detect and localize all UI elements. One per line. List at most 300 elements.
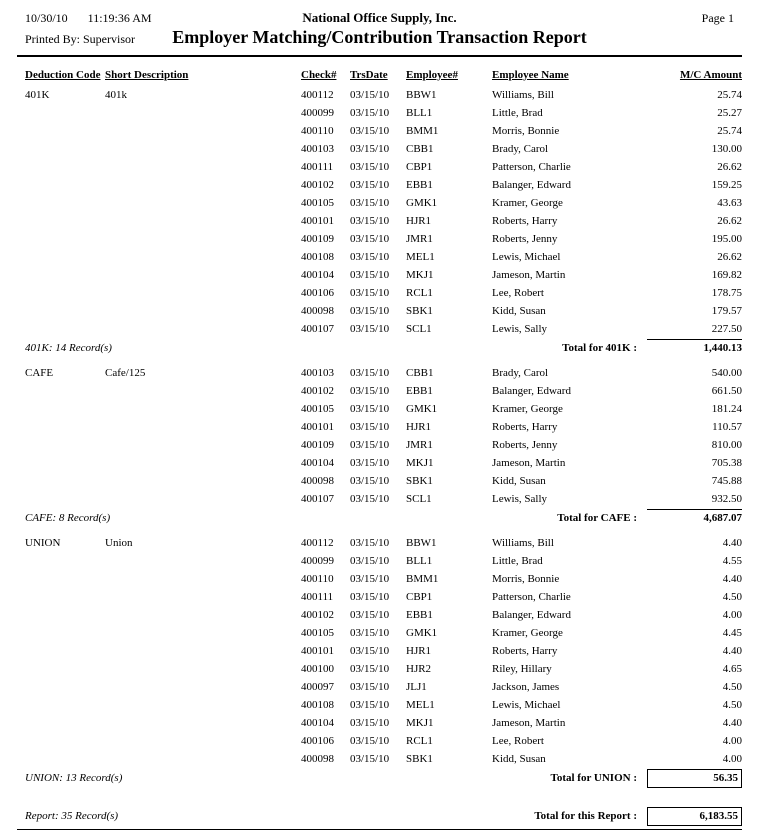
employee-number-cell: GMK1 [406,403,438,415]
trs-date-cell: 03/15/10 [350,215,390,227]
employee-number-cell: CBB1 [406,143,434,155]
transaction-row [25,696,742,714]
trs-date-cell: 03/15/10 [350,367,390,379]
check-number-cell: 400111 [301,161,334,173]
transaction-row [25,624,742,642]
column-header-mc-amount: M/C Amount [679,69,742,81]
report-header-line2 [17,26,742,48]
employee-number-cell: JLJ1 [406,681,427,693]
employee-number-cell: SCL1 [406,493,432,505]
employee-name-cell: Lewis, Sally [492,493,547,505]
mc-amount-cell: 540.00 [711,367,742,379]
check-number-cell: 400103 [301,143,334,155]
short-description-cell [105,552,301,570]
check-number-cell: 400103 [301,367,334,379]
check-number-cell: 400107 [301,323,334,335]
deduction-code-cell [25,570,105,588]
employee-number-cell: EBB1 [406,385,433,397]
trs-date-cell: 03/15/10 [350,323,390,335]
check-number-cell: 400102 [301,609,334,621]
record-count: UNION: 13 Record(s) [25,772,123,784]
check-number-cell: 400107 [301,493,334,505]
employee-number-cell: BMM1 [406,125,439,137]
deduction-code-cell [25,624,105,642]
trs-date-cell: 03/15/10 [350,251,390,263]
trs-date-cell: 03/15/10 [350,753,390,765]
employee-number-cell: SBK1 [406,753,433,765]
employee-number-cell: GMK1 [406,627,438,639]
employee-name-cell: Roberts, Harry [492,421,558,433]
mc-amount-cell: 26.62 [717,251,742,263]
check-number-cell: 400098 [301,753,334,765]
mc-amount-cell: 159.25 [711,179,742,191]
deduction-code-cell [25,732,105,750]
mc-amount-cell: 227.50 [711,323,742,335]
printed-by-label: Printed By: Supervisor [25,32,135,46]
transaction-row [25,248,742,266]
deduction-code-cell [25,212,105,230]
mc-amount-cell: 4.50 [722,591,742,603]
employee-name-cell: Williams, Bill [492,537,554,549]
check-number-cell: 400098 [301,475,334,487]
transaction-row [25,212,742,230]
short-description-cell [105,714,301,732]
mc-amount-cell: 130.00 [711,143,742,155]
employee-number-cell: HJR1 [406,215,432,227]
trs-date-cell: 03/15/10 [350,421,390,433]
employee-name-cell: Patterson, Charlie [492,161,571,173]
column-header-trs-date: TrsDate [350,69,388,81]
mc-amount-cell: 4.50 [722,699,742,711]
mc-amount-cell: 4.55 [722,555,742,567]
check-number-cell: 400110 [301,573,334,585]
employee-number-cell: GMK1 [406,197,438,209]
mc-amount-cell: 43.63 [717,197,742,209]
employee-name-cell: Roberts, Harry [492,645,558,657]
short-description-cell [105,158,301,176]
trs-date-cell: 03/15/10 [350,457,390,469]
header-divider-line [17,55,742,57]
short-description-cell [105,248,301,266]
deduction-code-cell [25,750,105,768]
employee-number-cell: MEL1 [406,251,435,263]
total-amount-value: 56.35 [647,769,742,788]
short-description-cell [105,320,301,338]
check-number-cell: 400102 [301,179,334,191]
mc-amount-cell: 4.40 [722,645,742,657]
mc-amount-cell: 4.00 [722,735,742,747]
check-number-cell: 400101 [301,215,334,227]
deduction-code-cell [25,436,105,454]
trs-date-cell: 03/15/10 [350,161,390,173]
trs-date-cell: 03/15/10 [350,493,390,505]
print-date: 10/30/10 [25,11,68,25]
deduction-code-cell [25,302,105,320]
mc-amount-cell: 25.27 [717,107,742,119]
transaction-row [25,400,742,418]
total-amount-cell [647,795,742,833]
employee-number-cell: BBW1 [406,537,437,549]
check-number-cell: 400100 [301,663,334,675]
short-description-cell [105,588,301,606]
short-description-cell [105,642,301,660]
page-footer-divider-line [17,829,742,830]
report-title: Employer Matching/Contribution Transaction Report [172,27,587,47]
print-datetime [25,11,215,26]
transaction-row [25,678,742,696]
employee-name-cell: Patterson, Charlie [492,591,571,603]
mc-amount-cell: 4.40 [722,717,742,729]
mc-amount-cell: 179.57 [711,305,742,317]
employee-name-cell: Little, Brad [492,555,543,567]
mc-amount-cell: 4.00 [722,753,742,765]
deduction-code-cell [25,194,105,212]
short-description-cell [105,104,301,122]
group-footer-row [25,768,742,795]
trs-date-cell: 03/15/10 [350,233,390,245]
employee-number-cell: EBB1 [406,179,433,191]
transaction-row [25,194,742,212]
deduction-code-cell [25,140,105,158]
total-amount-cell [647,338,742,364]
deduction-code-cell [25,472,105,490]
check-number-cell: 400098 [301,305,334,317]
check-number-cell: 400109 [301,439,334,451]
trs-date-cell: 03/15/10 [350,609,390,621]
short-description-cell [105,140,301,158]
employee-number-cell: HJR1 [406,421,432,433]
deduction-code-cell [25,248,105,266]
deduction-code-cell [25,490,105,508]
employee-name-cell: Riley, Hillary [492,663,552,675]
report-footer-row [25,795,742,833]
transaction-row [25,122,742,140]
deduction-code-cell [25,552,105,570]
mc-amount-cell: 26.62 [717,215,742,227]
short-description-cell: Cafe/125 [105,367,146,379]
employee-name-cell: Lewis, Michael [492,699,561,711]
employee-name-cell: Williams, Bill [492,89,554,101]
trs-date-cell: 03/15/10 [350,179,390,191]
column-header-row [25,69,742,86]
trs-date-cell: 03/15/10 [350,627,390,639]
deduction-code-cell [25,230,105,248]
employee-number-cell: SBK1 [406,305,433,317]
employee-name-cell: Roberts, Jenny [492,233,558,245]
trs-date-cell: 03/15/10 [350,403,390,415]
trs-date-cell: 03/15/10 [350,143,390,155]
deduction-code-cell [25,454,105,472]
employee-name-cell: Lewis, Michael [492,251,561,263]
transaction-row [25,732,742,750]
check-number-cell: 400105 [301,627,334,639]
deduction-code-cell [25,418,105,436]
transaction-row [25,86,742,104]
deduction-code-cell [25,176,105,194]
mc-amount-cell: 661.50 [711,385,742,397]
check-number-cell: 400101 [301,421,334,433]
check-number-cell: 400110 [301,125,334,137]
mc-amount-cell: 4.50 [722,681,742,693]
trs-date-cell: 03/15/10 [350,663,390,675]
total-label: Total for CAFE : [557,512,637,524]
deduction-code-cell [25,158,105,176]
employee-name-cell: Roberts, Jenny [492,439,558,451]
short-description-cell [105,490,301,508]
deduction-code-cell [25,400,105,418]
deduction-code-cell [25,320,105,338]
mc-amount-cell: 932.50 [711,493,742,505]
column-header-check-number: Check# [301,69,337,81]
mc-amount-cell: 810.00 [711,439,742,451]
mc-amount-cell: 745.88 [711,475,742,487]
deduction-code-cell [25,642,105,660]
transaction-row [25,266,742,284]
column-header-deduction-code: Deduction Code [25,69,101,81]
employee-number-cell: MKJ1 [406,457,434,469]
trs-date-cell: 03/15/10 [350,573,390,585]
transaction-row [25,606,742,624]
employee-name-cell: Little, Brad [492,107,543,119]
deduction-code-cell [25,382,105,400]
employee-number-cell: MKJ1 [406,717,434,729]
employee-name-cell: Morris, Bonnie [492,125,560,137]
trs-date-cell: 03/15/10 [350,107,390,119]
total-label: Total for 401K : [562,342,637,354]
deduction-code-cell [25,714,105,732]
employee-name-cell: Brady, Carol [492,143,549,155]
employee-name-cell: Kramer, George [492,403,563,415]
short-description-cell [105,472,301,490]
transaction-row [25,570,742,588]
check-number-cell: 400106 [301,735,334,747]
trs-date-cell: 03/15/10 [350,591,390,603]
employee-name-cell: Lewis, Sally [492,323,547,335]
employee-number-cell: SBK1 [406,475,433,487]
check-number-cell: 400108 [301,251,334,263]
report-table-header [25,69,742,86]
short-description-cell [105,400,301,418]
transaction-row [25,158,742,176]
check-number-cell: 400112 [301,537,334,549]
employee-name-cell: Lee, Robert [492,287,544,299]
trs-date-cell: 03/15/10 [350,287,390,299]
trs-date-cell: 03/15/10 [350,555,390,567]
transaction-row [25,302,742,320]
short-description-cell [105,732,301,750]
transaction-row [25,436,742,454]
trs-date-cell: 03/15/10 [350,475,390,487]
check-number-cell: 400108 [301,699,334,711]
transaction-row [25,364,742,382]
check-number-cell: 400111 [301,591,334,603]
deduction-code-cell [25,588,105,606]
trs-date-cell: 03/15/10 [350,645,390,657]
deduction-code-cell: UNION [25,537,61,549]
short-description-cell [105,418,301,436]
column-header-employee-number: Employee# [406,69,458,81]
employee-name-cell: Jameson, Martin [492,717,566,729]
check-number-cell: 400109 [301,233,334,245]
total-amount-value: 4,687.07 [647,509,742,526]
record-count: 401K: 14 Record(s) [25,342,112,354]
transaction-row [25,472,742,490]
short-description-cell [105,570,301,588]
transaction-row [25,230,742,248]
transaction-row [25,642,742,660]
check-number-cell: 400101 [301,645,334,657]
transaction-row [25,320,742,338]
group-footer-row [25,338,742,364]
group-footer-row [25,508,742,534]
total-amount-value: 1,440.13 [647,339,742,356]
check-number-cell: 400106 [301,287,334,299]
employee-name-cell: Kidd, Susan [492,753,546,765]
mc-amount-cell: 705.38 [711,457,742,469]
transaction-row [25,534,742,552]
trs-date-cell: 03/15/10 [350,125,390,137]
check-number-cell: 400099 [301,107,334,119]
mc-amount-cell: 4.40 [722,537,742,549]
check-number-cell: 400102 [301,385,334,397]
deduction-code-cell: CAFE [25,367,54,379]
transaction-row [25,454,742,472]
deduction-code-cell [25,660,105,678]
short-description-cell [105,606,301,624]
employee-number-cell: MEL1 [406,699,435,711]
employee-name-cell: Lee, Robert [492,735,544,747]
employee-number-cell: CBP1 [406,161,433,173]
check-number-cell: 400099 [301,555,334,567]
short-description-cell [105,302,301,320]
total-amount-cell [647,508,742,534]
column-header-employee-name: Employee Name [492,69,569,81]
deduction-code-cell [25,284,105,302]
employee-number-cell: JMR1 [406,439,433,451]
transaction-row [25,284,742,302]
employee-number-cell: SCL1 [406,323,432,335]
employee-name-cell: Jackson, James [492,681,560,693]
transaction-row [25,382,742,400]
check-number-cell: 400105 [301,197,334,209]
employee-number-cell: CBP1 [406,591,433,603]
company-name: National Office Supply, Inc. [302,10,457,25]
trs-date-cell: 03/15/10 [350,269,390,281]
short-description-cell: Union [105,537,133,549]
transaction-row [25,140,742,158]
short-description-cell [105,624,301,642]
transaction-row [25,104,742,122]
mc-amount-cell: 4.40 [722,573,742,585]
short-description-cell [105,660,301,678]
employee-number-cell: HJR1 [406,645,432,657]
employee-number-cell: BBW1 [406,89,437,101]
mc-amount-cell: 4.45 [722,627,742,639]
employee-number-cell: RCL1 [406,735,433,747]
employee-number-cell: BLL1 [406,107,433,119]
employee-name-cell: Balanger, Edward [492,609,571,621]
check-number-cell: 400105 [301,403,334,415]
check-number-cell: 400112 [301,89,334,101]
transaction-row [25,552,742,570]
trs-date-cell: 03/15/10 [350,717,390,729]
transaction-row [25,176,742,194]
employee-number-cell: JMR1 [406,233,433,245]
check-number-cell: 400104 [301,457,334,469]
short-description-cell [105,678,301,696]
trs-date-cell: 03/15/10 [350,735,390,747]
trs-date-cell: 03/15/10 [350,439,390,451]
print-time: 11:19:36 AM [87,11,152,25]
mc-amount-cell: 4.00 [722,609,742,621]
employee-number-cell: EBB1 [406,609,433,621]
short-description-cell: 401k [105,89,127,101]
column-header-short-description: Short Description [105,69,189,81]
short-description-cell [105,696,301,714]
mc-amount-cell: 195.00 [711,233,742,245]
short-description-cell [105,266,301,284]
deduction-code-cell: 401K [25,89,50,101]
deduction-code-cell [25,696,105,714]
deduction-code-cell [25,104,105,122]
employee-name-cell: Roberts, Harry [492,215,558,227]
trs-date-cell: 03/15/10 [350,385,390,397]
mc-amount-cell: 178.75 [711,287,742,299]
short-description-cell [105,750,301,768]
report-header-line1 [17,8,742,26]
deduction-code-cell [25,266,105,284]
record-count: CAFE: 8 Record(s) [25,512,111,524]
employee-number-cell: MKJ1 [406,269,434,281]
employee-name-cell: Jameson, Martin [492,457,566,469]
total-label: Total for UNION : [550,772,637,784]
employee-number-cell: BMM1 [406,573,439,585]
short-description-cell [105,284,301,302]
transaction-row [25,660,742,678]
employee-number-cell: HJR2 [406,663,432,675]
transaction-row [25,490,742,508]
short-description-cell [105,230,301,248]
short-description-cell [105,382,301,400]
employee-name-cell: Balanger, Edward [492,385,571,397]
transaction-row [25,588,742,606]
deduction-code-cell [25,122,105,140]
trs-date-cell: 03/15/10 [350,197,390,209]
record-count: Report: 35 Record(s) [25,810,119,822]
short-description-cell [105,436,301,454]
employee-name-cell: Kramer, George [492,197,563,209]
short-description-cell [105,122,301,140]
employee-name-cell: Kramer, George [492,627,563,639]
check-number-cell: 400104 [301,269,334,281]
trs-date-cell: 03/15/10 [350,305,390,317]
employee-name-cell: Balanger, Edward [492,179,571,191]
short-description-cell [105,194,301,212]
mc-amount-cell: 4.65 [722,663,742,675]
trs-date-cell: 03/15/10 [350,537,390,549]
employee-number-cell: CBB1 [406,367,434,379]
transaction-row [25,418,742,436]
total-amount-cell [647,768,742,795]
total-label: Total for this Report : [534,810,637,822]
mc-amount-cell: 25.74 [717,125,742,137]
deduction-code-cell [25,678,105,696]
report-table [25,69,742,833]
employee-name-cell: Brady, Carol [492,367,549,379]
trs-date-cell: 03/15/10 [350,89,390,101]
report-table-body [25,86,742,833]
total-amount-value: 6,183.55 [647,807,742,826]
